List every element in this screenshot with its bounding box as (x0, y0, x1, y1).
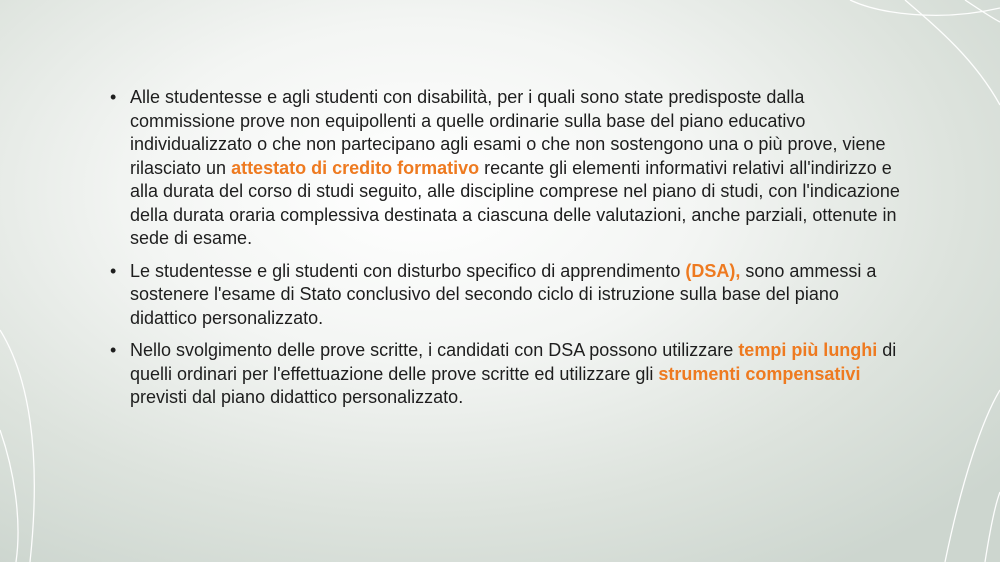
bullet-item (110, 339, 900, 410)
bullet-list (110, 86, 900, 410)
body-text: Le studentesse e gli studenti con disturbo specifico di apprendimento (130, 260, 686, 281)
highlighted-text: (DSA), (685, 260, 741, 281)
body-text: sono ammessi a sostenere l'esame di Stato conclusivo del secondo ciclo di istruzione sulla base del piano didattico personalizzato. (130, 260, 877, 328)
bottom-right-curve-1 (945, 390, 1000, 562)
bottom-right-curve-2 (985, 492, 1000, 562)
bullet-dot-icon: • (110, 340, 117, 360)
top-right-curve-3 (965, 0, 1000, 22)
highlighted-text: strumenti compensativi (658, 363, 861, 384)
top-right-curve-2 (905, 0, 1000, 105)
left-curve-1 (0, 330, 34, 562)
highlighted-text: tempi più lunghi (738, 340, 878, 360)
body-text: previsti dal piano didattico personalizzato. (130, 387, 464, 407)
top-right-curve-1 (850, 0, 1000, 15)
bullet-dot-icon: • (110, 87, 117, 107)
body-text: di quelli ordinari per l'effettuazione delle prove scritte ed utilizzare gli (130, 340, 897, 384)
bullet-dot-icon: • (110, 260, 117, 281)
bullet-item (110, 260, 900, 331)
body-text: Alle studentesse e agli studenti con disabilità, per i quali sono state predisposte dalla commissione prove non equipollenti a quelle ordinarie sulla base del piano educativo individualizzato o che non partecipano agli esami o che non sostengono una o più prove, viene rilasciato un (130, 87, 886, 178)
body-text: Nello svolgimento delle prove scritte, i candidati con DSA possono utilizzare (130, 340, 739, 360)
highlighted-text: attestato di credito formativo (231, 157, 480, 178)
left-curve-2 (0, 430, 18, 562)
bullet-item (110, 86, 900, 251)
slide-content (110, 86, 900, 419)
body-text: recante gli elementi informativi relativi all'indirizzo e alla durata del corso di studi seguito, alle discipline comprese nel piano di studi, con l'indicazione della durata oraria complessiva destinata a ciascuna delle valutazioni, anche parziali, ottenute in sede di esame. (130, 157, 900, 248)
